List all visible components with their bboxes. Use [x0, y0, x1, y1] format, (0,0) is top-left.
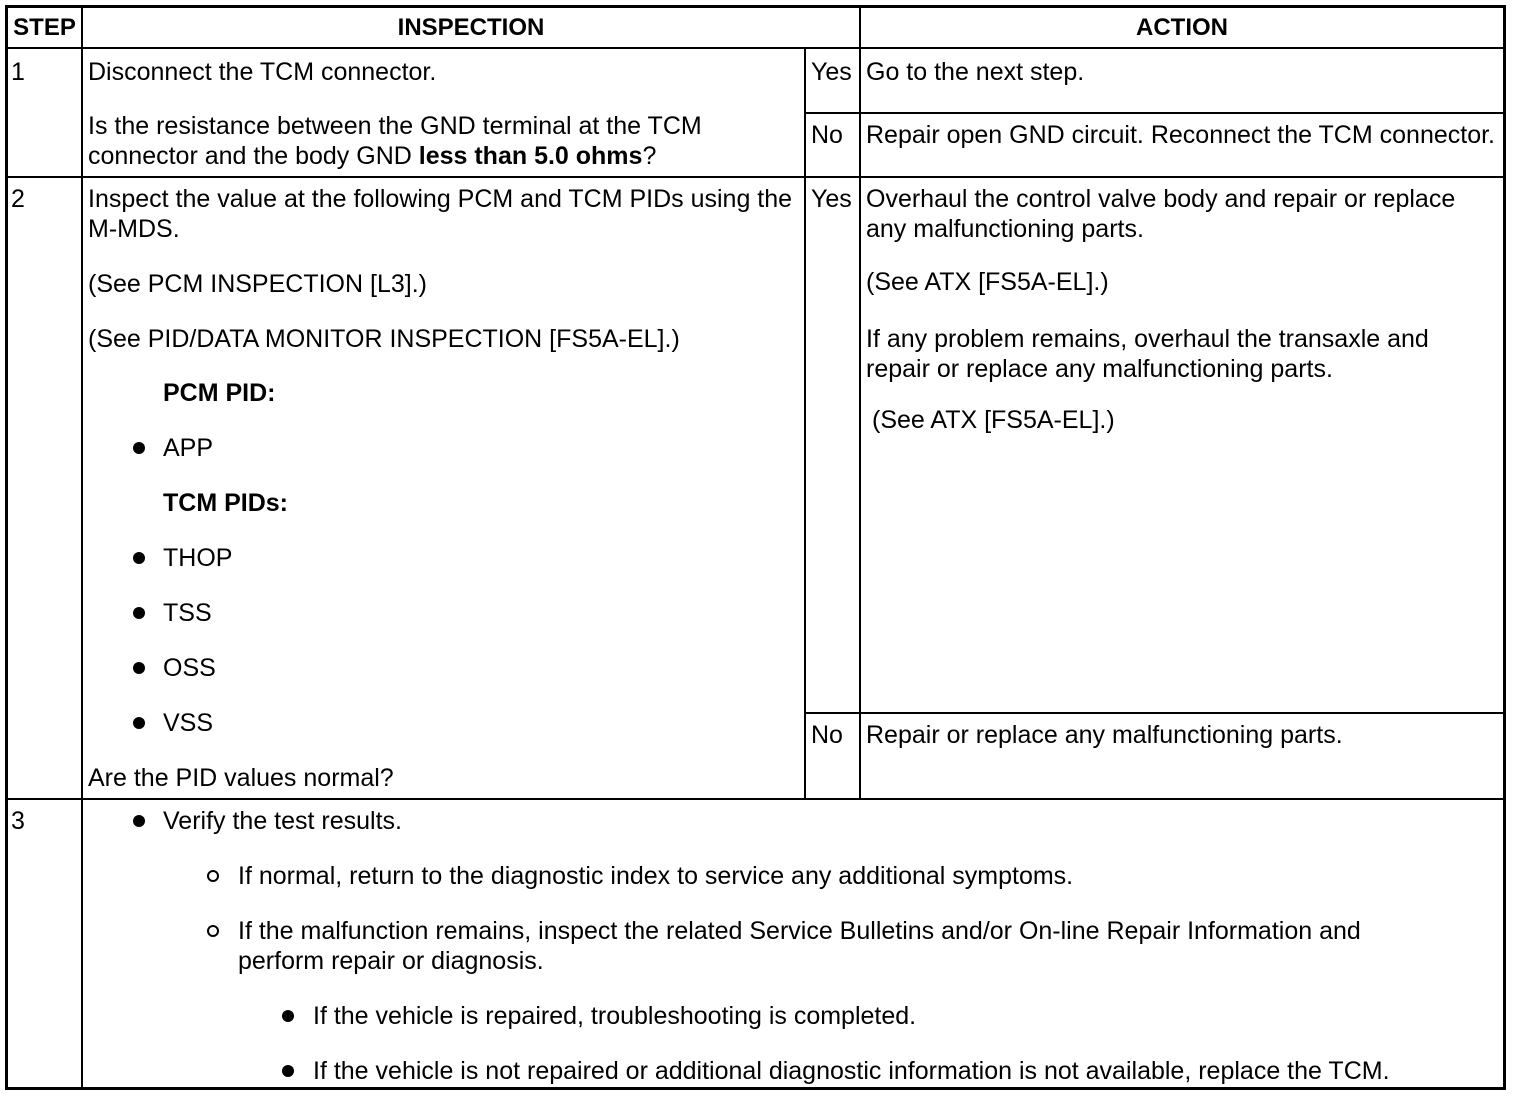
action-column-divider [859, 5, 861, 799]
bullet-icon [133, 442, 145, 454]
reference-link-text: (See PID/DATA MONITOR INSPECTION [FS5A-EL].) [88, 325, 680, 353]
step2-yes-no-divider [805, 712, 1506, 714]
reference-link-text: (See ATX [FS5A-EL].) [872, 406, 1115, 434]
verify-instruction: Verify the test results. [163, 807, 402, 835]
bullet-icon [133, 815, 145, 827]
outcome-normal: If normal, return to the diagnostic index to service any additional symptoms. [238, 862, 1074, 890]
answer-yes: Yes [811, 185, 852, 213]
answer-no: No [811, 121, 843, 149]
step2-row-divider [5, 798, 1506, 800]
action-yes-if-remains: If any problem remains, overhaul the transaxle and [866, 325, 1429, 353]
hollow-circle-bullet-icon [207, 925, 219, 937]
action-yes: Go to the next step. [866, 58, 1085, 86]
inspection-question: Are the PID values normal? [88, 764, 394, 792]
resolution-repaired: If the vehicle is repaired, troubleshooting is completed. [313, 1002, 917, 1030]
step1-row-divider [5, 176, 1506, 178]
header-step: STEP [13, 14, 76, 41]
bullet-icon [282, 1010, 294, 1022]
action-yes-if-remains-continued: repair or replace any malfunctioning parts. [866, 355, 1333, 383]
header-inspection: INSPECTION [397, 14, 545, 41]
pid-item: OSS [163, 654, 216, 682]
answer-yes: Yes [811, 58, 852, 86]
question-text: connector and the body GND [88, 142, 419, 170]
pid-item: VSS [163, 709, 214, 737]
tcm-pid-heading: TCM PIDs: [163, 489, 288, 517]
question-mark: ? [642, 142, 657, 170]
question-criterion: less than 5.0 ohms [418, 142, 643, 170]
reference-link-text: (See ATX [FS5A-EL].) [866, 268, 1109, 296]
action-yes-overhaul: Overhaul the control valve body and repair or replace [866, 185, 1456, 213]
inspection-instruction: Disconnect the TCM connector. [88, 58, 437, 86]
inspection-question-continued [88, 141, 656, 171]
answer-column-divider [804, 48, 806, 799]
header-row-divider [5, 47, 1506, 49]
action-yes-overhaul-continued: any malfunctioning parts. [866, 215, 1144, 243]
action-no: Repair or replace any malfunctioning parts. [866, 721, 1343, 749]
step-number: 1 [11, 58, 25, 86]
reference-link-text: (See PCM INSPECTION [L3].) [88, 270, 427, 298]
bullet-icon [133, 662, 145, 674]
pid-item: THOP [163, 544, 233, 572]
action-no: Repair open GND circuit. Reconnect the TCM connector. [866, 121, 1495, 149]
step-number: 3 [11, 807, 25, 835]
header-action: ACTION [1136, 14, 1228, 41]
bullet-icon [133, 607, 145, 619]
bullet-icon [133, 552, 145, 564]
answer-no: No [811, 721, 843, 749]
step-column-divider [81, 5, 83, 1090]
pcm-pid-heading: PCM PID: [163, 379, 276, 407]
step1-yes-no-divider [805, 112, 1506, 114]
pid-item: TSS [163, 599, 212, 627]
resolution-not-repaired: If the vehicle is not repaired or additional diagnostic information is not available, replace the TCM. [313, 1057, 1390, 1085]
pid-item: APP [163, 434, 214, 462]
outcome-remains-continued: perform repair or diagnosis. [238, 947, 544, 975]
inspection-question: Is the resistance between the GND terminal at the TCM [88, 112, 702, 140]
hollow-circle-bullet-icon [207, 870, 219, 882]
inspection-instruction: Inspect the value at the following PCM and TCM PIDs using the [88, 185, 793, 213]
step-number: 2 [11, 185, 25, 213]
outcome-remains: If the malfunction remains, inspect the related Service Bulletins and/or On-line Repair Information and [238, 917, 1361, 945]
bullet-icon [282, 1065, 294, 1077]
bullet-icon [133, 717, 145, 729]
inspection-instruction-continued: M-MDS. [88, 215, 180, 243]
